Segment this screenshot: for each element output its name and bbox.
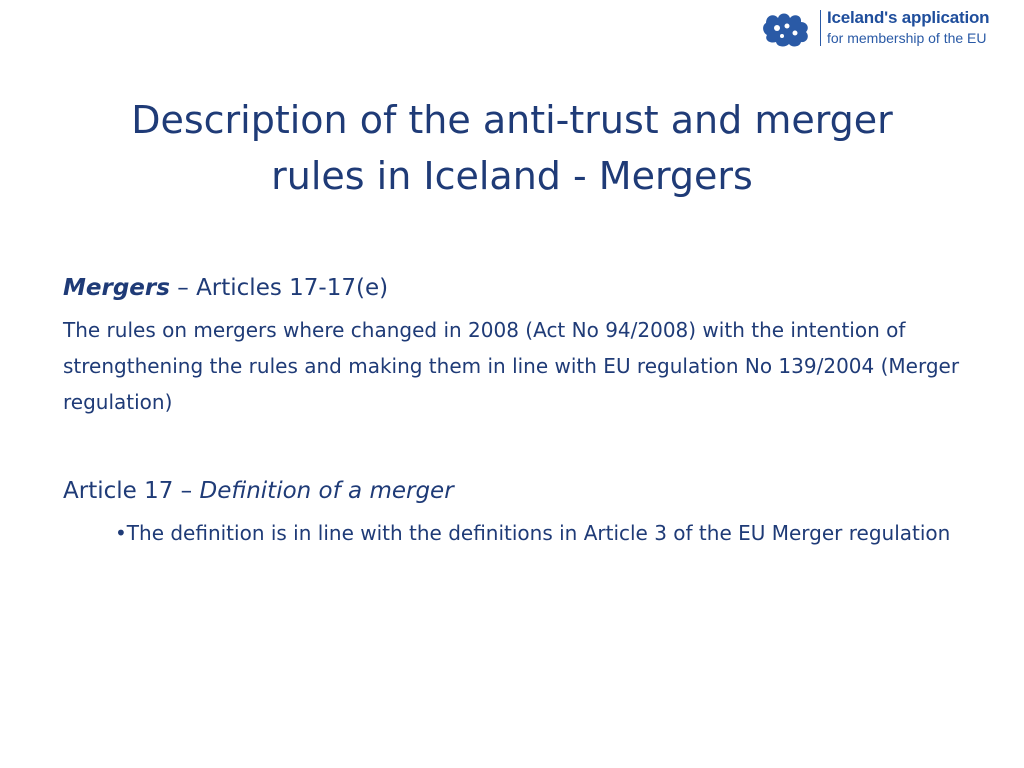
brand-logo — [760, 6, 1012, 50]
iceland-island-logo-icon — [760, 9, 812, 49]
mergers-dash: – — [169, 275, 197, 301]
article17-dash: – — [173, 478, 200, 504]
slide-title-line1: Description of the anti-trust and merger — [131, 98, 893, 142]
logo-title: Iceland's application — [827, 8, 990, 27]
mergers-articles: Articles 17-17(e) — [196, 275, 389, 301]
mergers-body-text: The rules on mergers where changed in 2008 (Act No 94/2008) with the intention of strengthening the rules and making them in line with EU regulation No 139/2004 (Merger regulation) — [63, 318, 960, 414]
mergers-heading — [63, 268, 973, 308]
article17-label: Article 17 — [63, 478, 174, 504]
slide-title — [62, 92, 962, 204]
list-item — [115, 515, 973, 551]
slide-content — [63, 268, 973, 551]
mergers-term: Mergers — [63, 275, 170, 301]
article17-heading — [63, 471, 973, 511]
logo-divider — [820, 10, 821, 46]
logo-subtitle: for membership of the EU — [827, 30, 987, 46]
article17-term: Definition of a merger — [199, 478, 454, 504]
bullet-text: The definition is in line with the definitions in Article 3 of the EU Merger regulation — [126, 521, 951, 545]
bullet-marker: • — [115, 521, 127, 545]
slide-title-line2: rules in Iceland - Mergers — [271, 154, 753, 198]
